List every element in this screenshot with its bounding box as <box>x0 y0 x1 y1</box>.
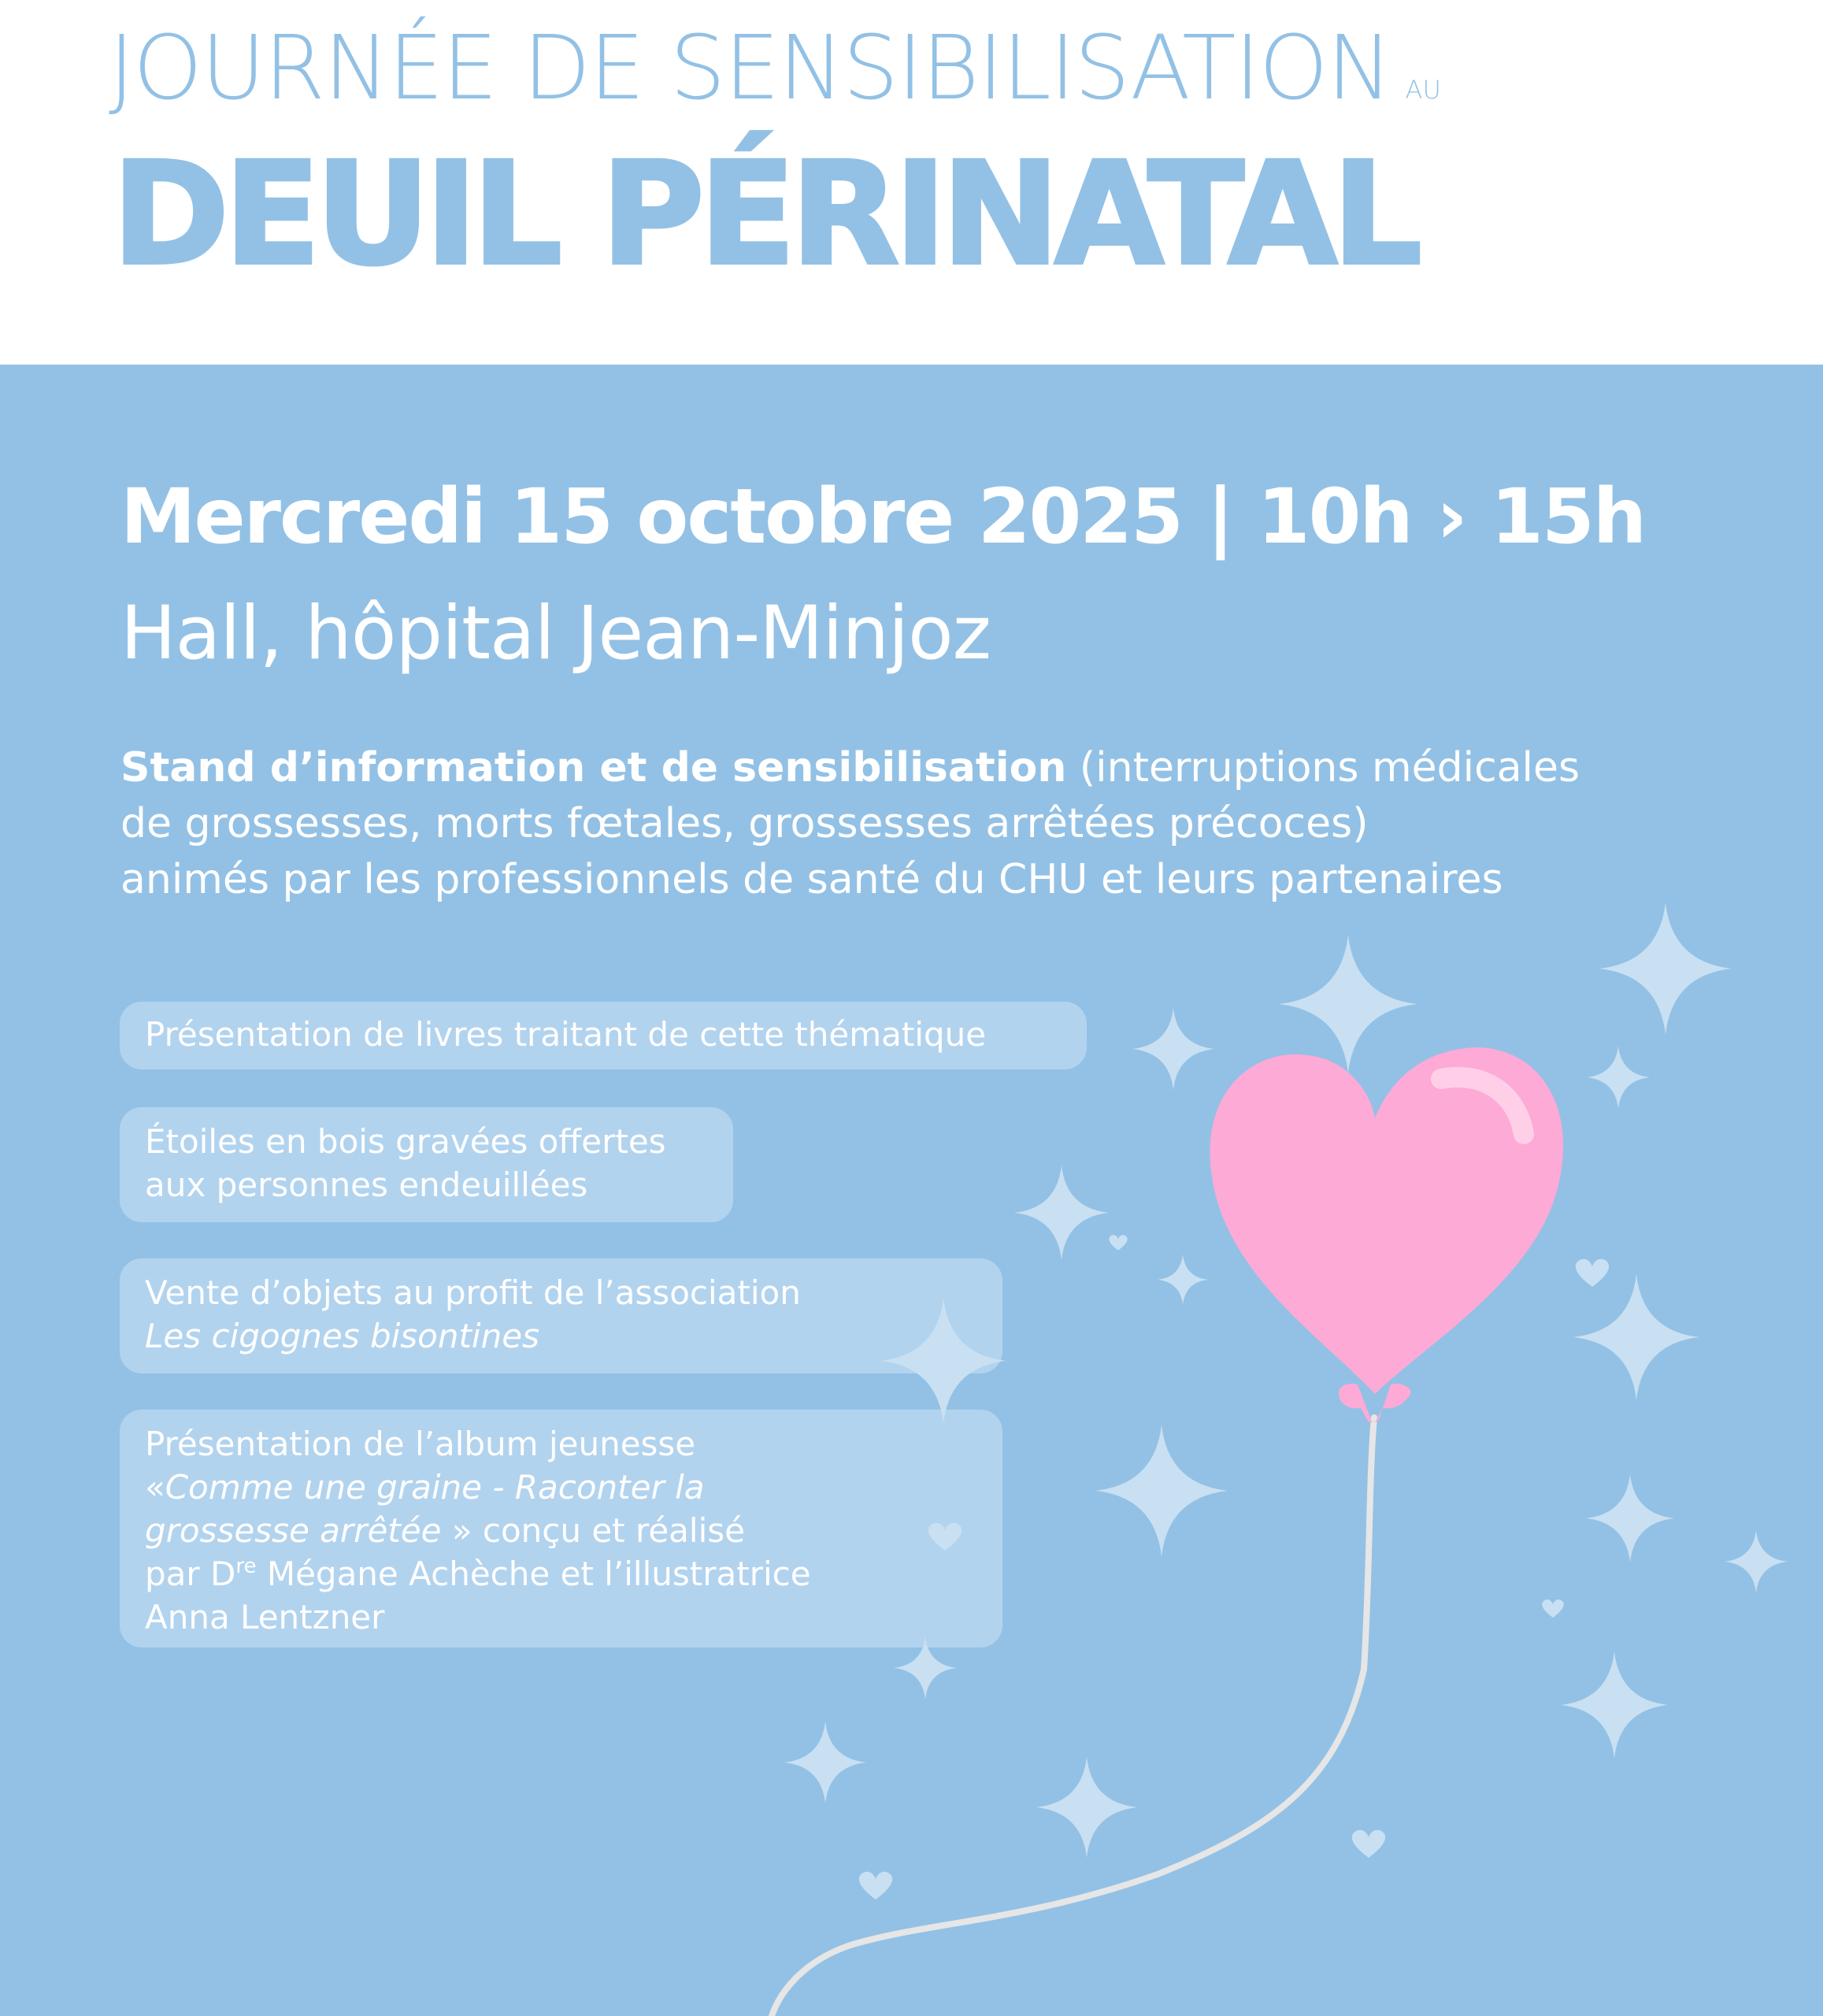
title-au: AU <box>1405 75 1441 105</box>
activity-card-album <box>120 1410 1002 1647</box>
title-line-2: DEUIL PÉRINATAL <box>112 132 1417 297</box>
activity-card-sale <box>120 1258 1002 1373</box>
stand-text-2: de grossesses, morts fœtales, grossesses arrêtées précoces) <box>120 800 1369 847</box>
album-credit: » conçu et réalisé <box>451 1511 745 1550</box>
activity-card-books <box>120 1002 1087 1069</box>
activity-text: Étoiles en bois gravées offertes <box>145 1122 666 1161</box>
author-title-sup: re <box>235 1555 257 1578</box>
illustrator-name: Anna Lentzner <box>145 1598 385 1636</box>
event-place: Hall, hôpital Jean-Minjoz <box>120 591 991 676</box>
activity-text: Vente d’objets au profit de l’association <box>145 1273 801 1312</box>
activity-card-wooden-stars <box>120 1107 733 1222</box>
association-name: Les cigognes bisontines <box>145 1317 539 1355</box>
stand-text-3: animés par les professionnels de santé du CHU et leurs partenaires <box>120 856 1503 903</box>
header <box>0 0 1823 365</box>
activity-text: aux personnes endeuillées <box>145 1166 588 1204</box>
author-rest: Mégane Achèche et l’illustratrice <box>256 1555 811 1593</box>
event-date-time: Mercredi 15 octobre 2025 | 10h › 15h <box>120 472 1646 561</box>
album-title-1: Comme une graine - Raconter la <box>165 1468 705 1506</box>
stand-text-1: (interruptions médicales <box>1066 744 1580 791</box>
title-line-1 <box>109 17 1441 120</box>
activity-text: Présentation de l’album jeunesse <box>145 1425 696 1463</box>
author-prefix: par D <box>145 1555 236 1593</box>
album-title-2: grossesse arrêtée <box>145 1511 442 1550</box>
stand-title: Stand d’information et de sensibilisation <box>120 744 1067 791</box>
activity-text: Présentation de livres traitant de cette thématique <box>145 1015 987 1054</box>
stand-description <box>120 740 1695 908</box>
open-quote: « <box>145 1468 165 1506</box>
title-line-1-text: JOURNÉE DE SENSIBILISATION <box>109 17 1391 120</box>
